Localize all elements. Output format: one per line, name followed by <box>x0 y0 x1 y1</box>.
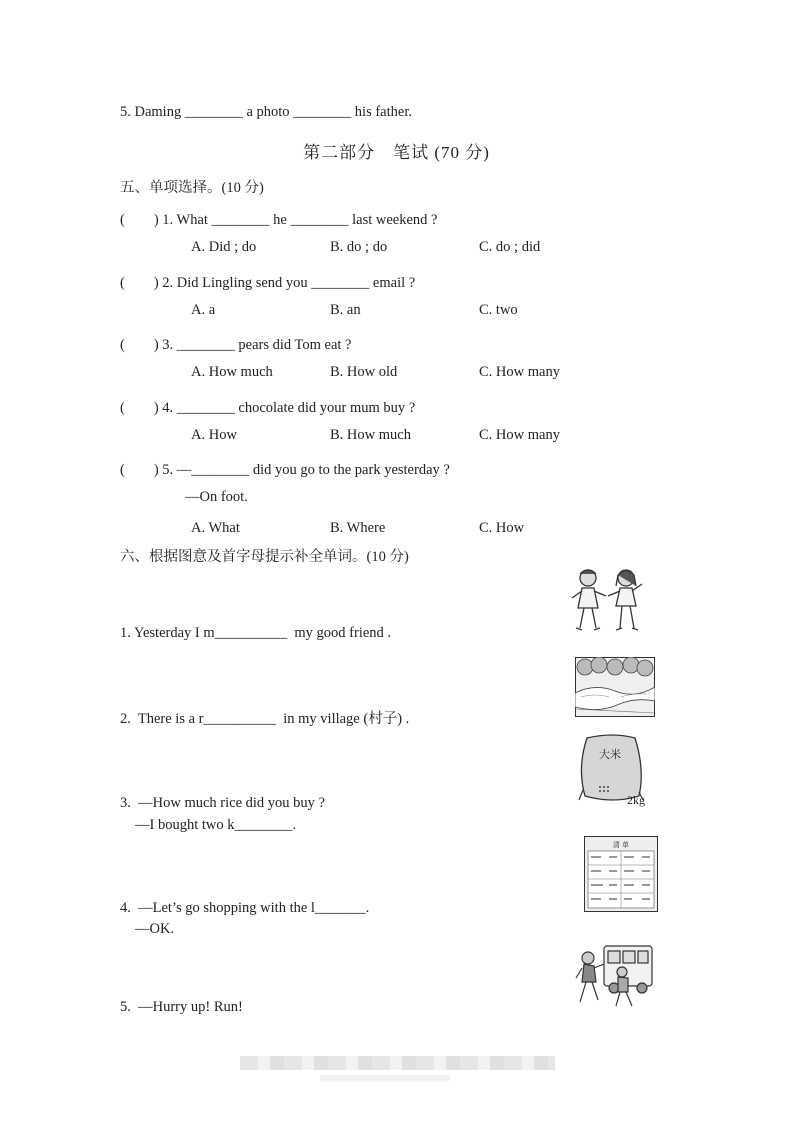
shopping-list-icon <box>584 836 658 912</box>
section6-heading: 六、根据图意及首字母提示补全单词。(10 分) <box>120 549 409 565</box>
mc-q5-option-a: A. What <box>191 520 240 536</box>
mc-q3-option-b: B. How old <box>330 364 398 380</box>
mc-q5-option-b: B. Where <box>330 520 386 536</box>
blurred-footer-line <box>320 1075 450 1081</box>
children-running-to-bus-icon <box>574 942 656 1010</box>
rice-bag-label: 大米 <box>599 748 621 761</box>
fill-item-5: 5. —Hurry up! Run! <box>120 999 243 1015</box>
mc-question-4: ( ) 4. ________ chocolate did your mum buy ? <box>120 400 416 416</box>
mc-q4-option-a: A. How <box>191 427 237 443</box>
mc-q2-option-b: B. an <box>330 302 361 318</box>
fill-item-2: 2. There is a r__________ in my village (村子) . <box>120 711 410 727</box>
section5-heading: 五、单项选择。(10 分) <box>120 180 264 196</box>
fill-item-4-question: 4. —Let’s go shopping with the l_______. <box>120 900 370 916</box>
fill-item-4-answer: —OK. <box>135 921 175 937</box>
mc-q5-reply: —On foot. <box>185 489 248 505</box>
mc-q3-option-a: A. How much <box>191 364 273 380</box>
part-title: 第二部分 笔试 (70 分) <box>303 143 490 162</box>
fill-item-3-answer: —I bought two k________. <box>135 817 297 833</box>
mc-q4-option-c: C. How many <box>479 427 560 443</box>
mc-question-1: ( ) 1. What ________ he ________ last weekend ? <box>120 212 438 228</box>
mc-q3-option-c: C. How many <box>479 364 560 380</box>
fill-item-3-question: 3. —How much rice did you buy ? <box>120 795 325 811</box>
blurred-footer <box>240 1056 555 1070</box>
mc-q1-option-c: C. do ; did <box>479 239 541 255</box>
fill-item-1: 1. Yesterday I m__________ my good friend . <box>120 625 392 641</box>
mc-q5-option-c: C. How <box>479 520 525 536</box>
part1-question-5: 5. Daming ________ a photo ________ his father. <box>120 104 412 120</box>
mc-q2-option-a: A. a <box>191 302 216 318</box>
mc-q1-option-a: A. Did ; do <box>191 239 257 255</box>
mc-q4-option-b: B. How much <box>330 427 411 443</box>
mc-question-2: ( ) 2. Did Lingling send you ________ email ? <box>120 275 416 291</box>
two-girls-icon <box>566 566 650 638</box>
mc-q2-option-c: C. two <box>479 302 518 318</box>
rice-bag-icon <box>573 730 653 810</box>
mc-q1-option-b: B. do ; do <box>330 239 388 255</box>
mc-question-5: ( ) 5. —________ did you go to the park yesterday ? <box>120 462 450 478</box>
rice-bag-weight: 2kg <box>627 793 645 807</box>
river-icon <box>575 657 655 717</box>
mc-question-3: ( ) 3. ________ pears did Tom eat ? <box>120 337 352 353</box>
shopping-list-title: 清 单 <box>612 841 630 849</box>
